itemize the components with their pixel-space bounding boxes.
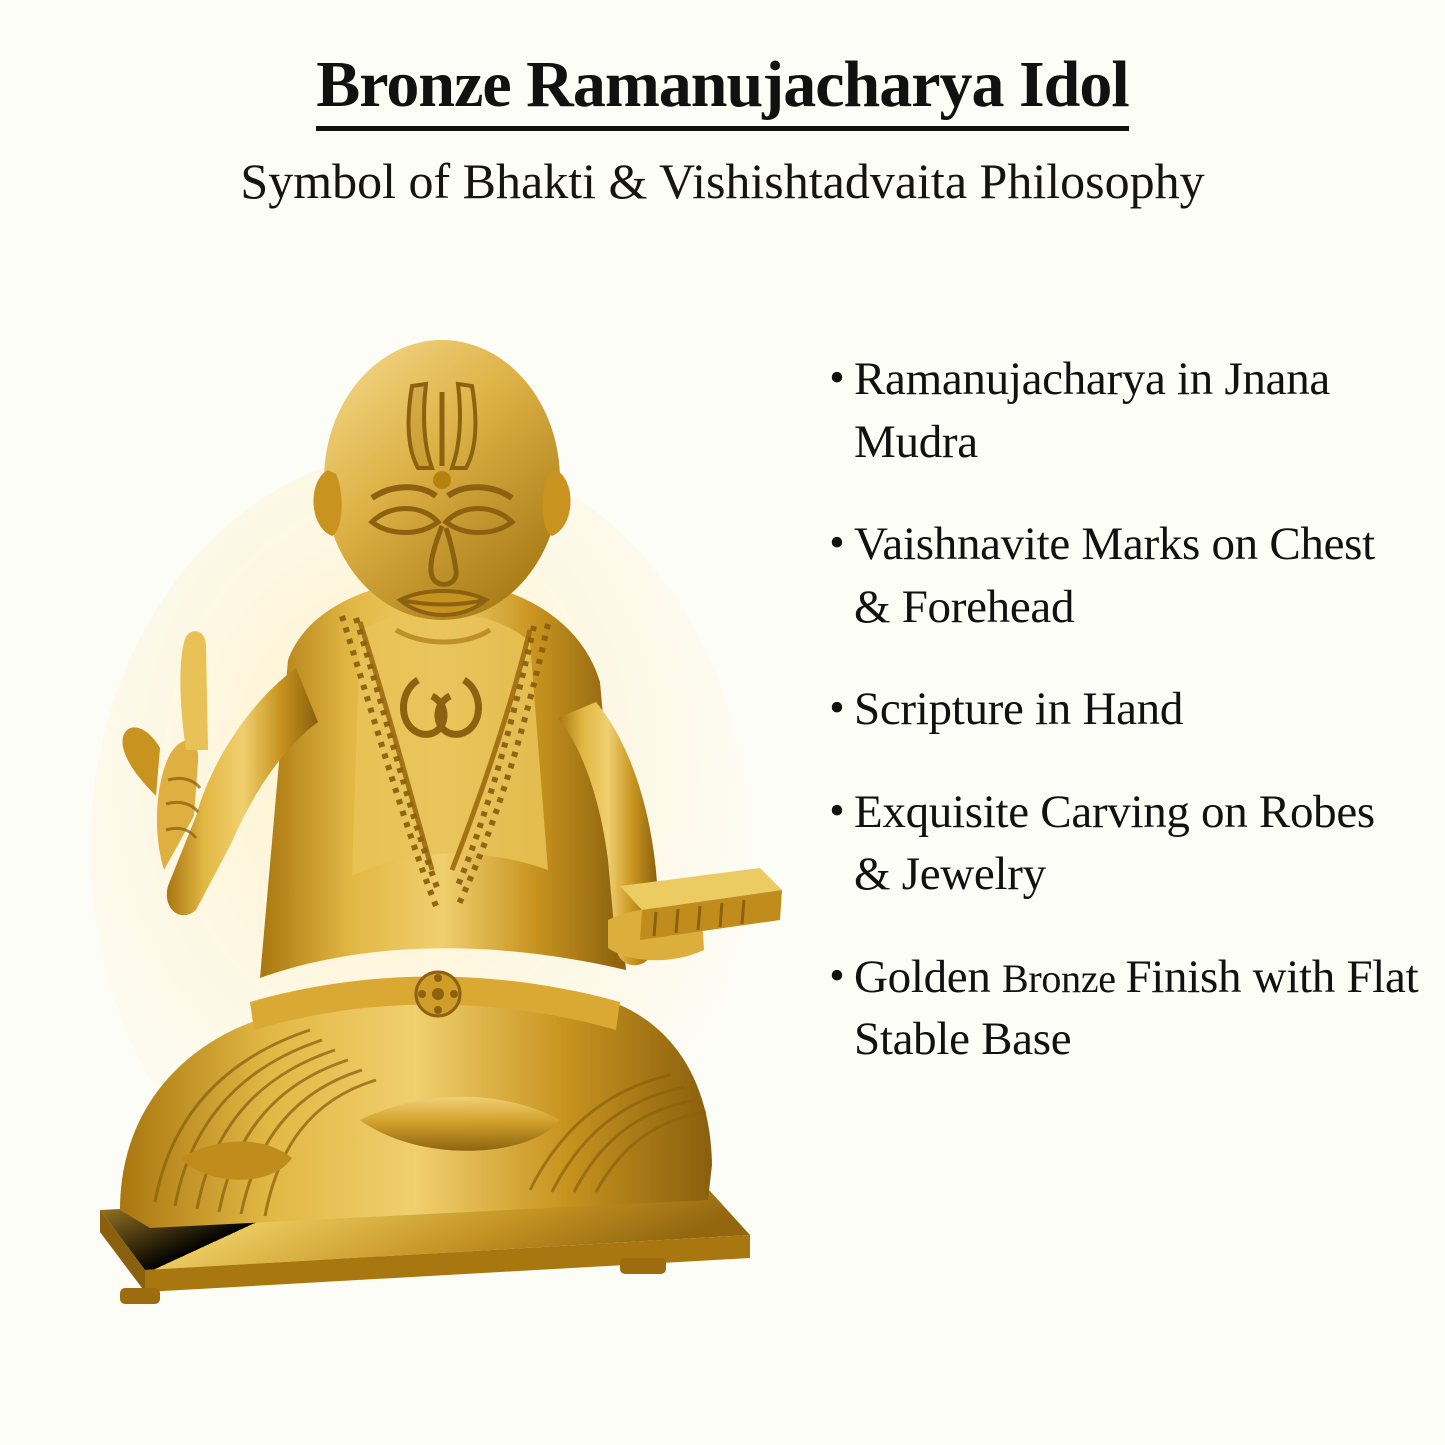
feature-label-part: Golden bbox=[854, 950, 1003, 1003]
bullet-icon: • bbox=[829, 353, 845, 402]
feature-list bbox=[820, 348, 1420, 1111]
list-item bbox=[820, 513, 1420, 638]
header bbox=[0, 48, 1445, 210]
feature-label: Scripture in Hand bbox=[854, 683, 1184, 735]
page-title: Bronze Ramanujacharya Idol bbox=[316, 48, 1128, 131]
page-subtitle: Symbol of Bhakti & Vishishtadvaita Philosophy bbox=[240, 152, 1205, 209]
feature-label: Exquisite Carving on Robes & Jewelry bbox=[854, 785, 1375, 900]
bullet-icon: • bbox=[829, 518, 845, 567]
product-image bbox=[60, 330, 800, 1310]
bullet-icon: • bbox=[829, 683, 845, 732]
list-item bbox=[820, 348, 1420, 473]
list-item bbox=[820, 781, 1420, 906]
list-item bbox=[820, 678, 1420, 741]
bullet-icon: • bbox=[829, 950, 845, 1000]
feature-label: Vaishnavite Marks on Chest & Forehead bbox=[854, 518, 1375, 633]
bullet-icon: • bbox=[829, 785, 845, 835]
feature-label-emphasis: Bronze bbox=[1002, 955, 1126, 1001]
list-item bbox=[820, 946, 1420, 1071]
bronze-ramanujacharya-statue-photo bbox=[60, 330, 800, 1310]
feature-label-part: Finish with Flat Stable Base bbox=[854, 950, 1419, 1065]
feature-label: Ramanujacharya in Jnana Mudra bbox=[854, 353, 1330, 468]
feature-label bbox=[854, 946, 1420, 1071]
